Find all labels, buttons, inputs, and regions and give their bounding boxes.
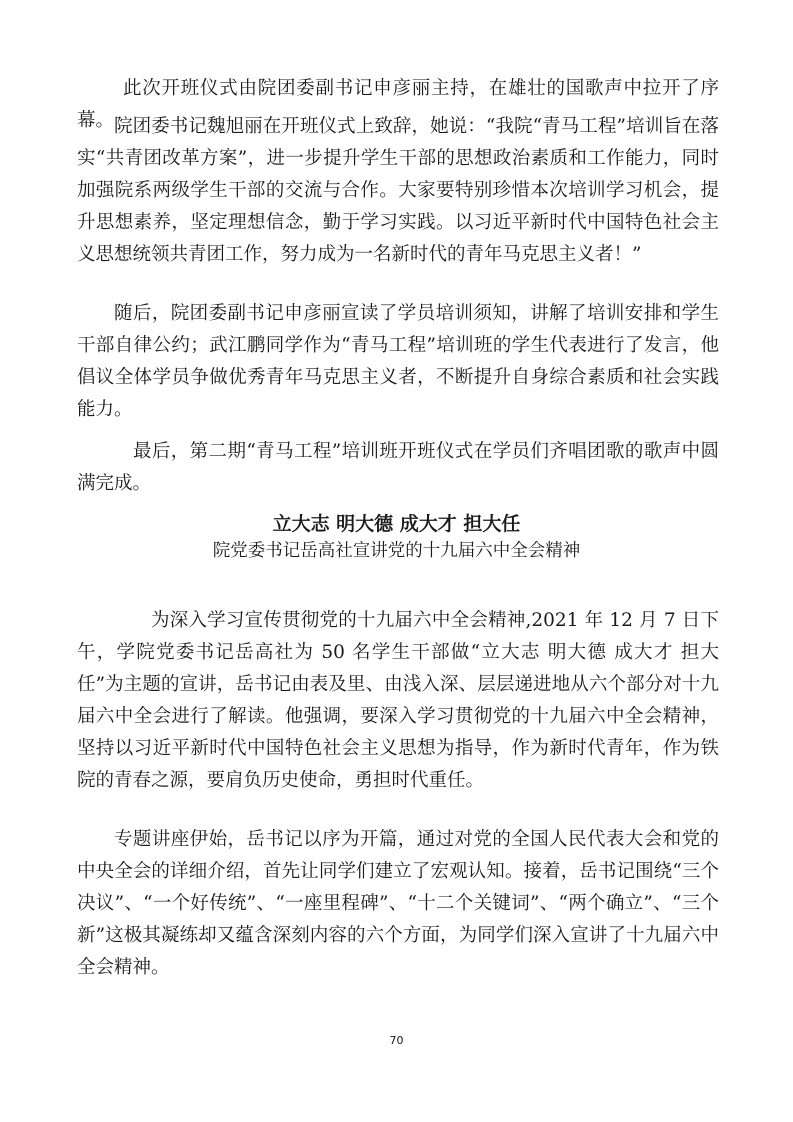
section-title: 立大志 明大德 成大才 担大任 — [272, 513, 521, 535]
section-subtitle: 院党委书记岳高社宣讲党的十九届六中全会精神 — [212, 541, 581, 561]
paragraph-lecture-intro: 为深入学习宣传贯彻党的十九届六中全会精神,2021 年 12 月 7 日下午，学院党委书记岳高社为 50 名学生干部做“立大志 明大德 成大才 担大任”为主题的宣讲，岳书记由表及里、由浅入深、层层递进地从六个部分对十九届六中全会进行了解读。他强调，要深入学习贯彻党的十九届六中全会精神，坚持以习近平新时代中国特色社会主义思想为指导，作为新时代青年，作为铁院的青春之源，要肩负历史使命，勇担时代重任。 — [77, 610, 719, 791]
paragraph-lecture-content: 专题讲座伊始，岳书记以序为开篇，通过对党的全国人民代表大会和党的中央全会的详细介绍，首先让同学们建立了宏观认知。接着，岳书记围绕“三个决议”、“一个好传统”、“一座里程碑”、“十二个关键词”、“两个确立”、“三个新”这极其凝练却又蕴含深刻内容的六个方面，为同学们深入宣讲了十九届六中全会精神。 — [77, 829, 719, 978]
paragraph-closing: 最后，第二期“青马工程”培训班开班仪式在学员们齐唱团歌的歌声中圆满完成。 — [77, 441, 719, 494]
paragraph-speech: 院团委书记魏旭丽在开班仪式上致辞，她说：“我院“青马工程”培训旨在落实“共青团改革方案”，进一步提升学生干部的思想政治素质和工作能力，同时加强院系两级学生干部的交流与合作。大家要特别珍惜本次培训学习机会，提升思想素养，坚定理想信念，勤于学习实践。以习近平新时代中国特色社会主义思想统领共青团工作，努力成为一名新时代的青年马克思主义者！” — [77, 116, 719, 265]
paragraph-opening-host: 此次开班仪式由院团委副书记申彦丽主持，在雄壮的国歌声中拉开了序幕。 — [77, 78, 719, 131]
page-number: 70 — [389, 1034, 404, 1047]
paragraph-rules: 随后，院团委副书记申彦丽宣读了学员培训须知，讲解了培训安排和学生干部自律公约；武江鹏同学作为“青马工程”培训班的学生代表进行了发言，他倡议全体学员争做优秀青年马克思主义者，不断提升自身综合素质和社会实践能力。 — [77, 303, 719, 420]
